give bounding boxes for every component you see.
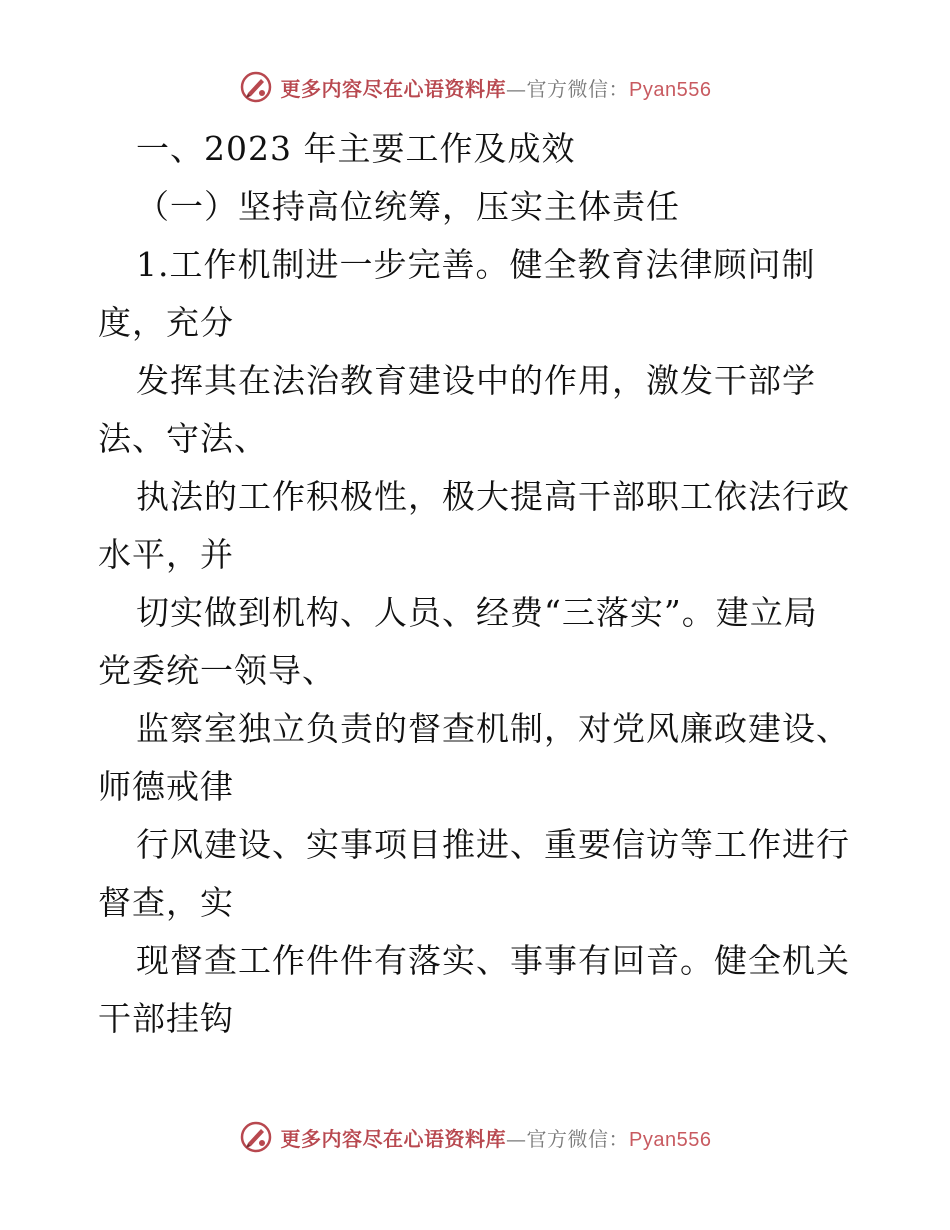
watermark-wechat-label: 官方微信： [526, 76, 630, 101]
text-line: 法、守法、 [98, 419, 268, 458]
text-line: 现督查工作件件有落实、事事有回音。健全机关 [136, 941, 850, 980]
brand-logo-icon [239, 70, 273, 104]
text-line: 1.工作机制进一步完善。健全教育法律顾问制 [136, 245, 816, 284]
text-line: 行风建设、实事项目推进、重要信访等工作进行 [136, 825, 850, 864]
header-watermark [0, 70, 950, 104]
text-line: （一）坚持高位统筹，压实主体责任 [136, 187, 680, 226]
watermark-text [281, 1123, 712, 1152]
text-line: 发挥其在法治教育建设中的作用，激发干部学 [136, 361, 816, 400]
text-line: 党委统一领导、 [98, 651, 336, 690]
watermark-wechat-id: Pyan556 [629, 1128, 712, 1151]
watermark-text [281, 73, 712, 102]
footer-watermark [0, 1120, 950, 1154]
text-line: 督查，实 [98, 883, 234, 922]
text-line: 师德戒律 [98, 767, 234, 806]
watermark-dash: — [506, 1126, 527, 1151]
text-line: 干部挂钩 [98, 999, 234, 1038]
text-line: 度，充分 [98, 303, 234, 342]
document-body [98, 120, 858, 1048]
text-line: 执法的工作积极性，极大提高干部职工依法行政 [136, 477, 850, 516]
brand-logo-icon [239, 1120, 273, 1154]
text-line: 一、2023 年主要工作及成效 [136, 129, 576, 168]
watermark-main: 更多内容尽在心语资料库 [280, 1126, 507, 1151]
text-line: 水平，并 [98, 535, 234, 574]
text-line: 切实做到机构、人员、经费“三落实”。建立局 [136, 593, 818, 632]
watermark-main: 更多内容尽在心语资料库 [280, 76, 507, 101]
watermark-wechat-id: Pyan556 [629, 78, 712, 101]
watermark-wechat-label: 官方微信： [526, 1126, 630, 1151]
watermark-dash: — [506, 76, 527, 101]
text-line: 监察室独立负责的督查机制，对党风廉政建设、 [136, 709, 850, 748]
